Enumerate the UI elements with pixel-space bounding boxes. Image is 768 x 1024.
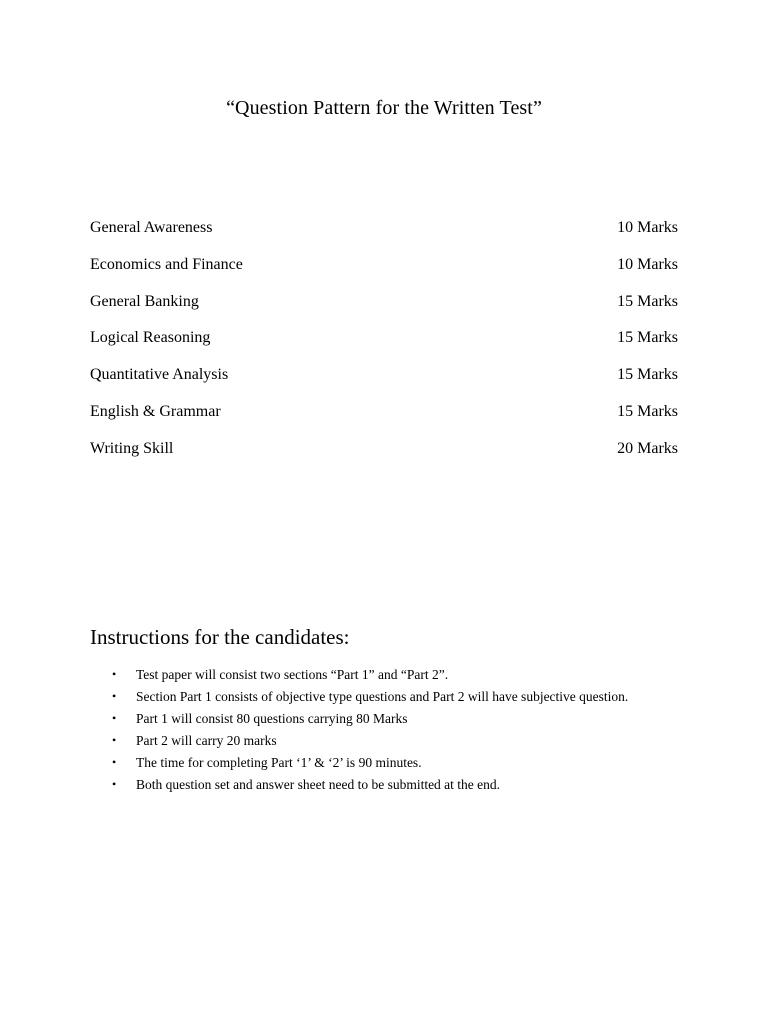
subject-marks: 20 Marks	[617, 439, 678, 457]
marks-row	[90, 288, 678, 325]
bullet-icon: •	[112, 777, 117, 791]
instruction-text: The time for completing Part ‘1’ & ‘2’ is 90 minutes.	[136, 755, 422, 770]
subject-name: English & Grammar	[90, 402, 221, 420]
list-item	[90, 774, 650, 795]
bullet-icon: •	[112, 711, 117, 725]
subject-marks: 10 Marks	[617, 255, 678, 273]
list-item	[90, 752, 650, 773]
subject-marks: 15 Marks	[617, 292, 678, 310]
subject-marks: 10 Marks	[617, 219, 678, 236]
list-item	[90, 686, 650, 707]
instruction-text: Part 2 will carry 20 marks	[136, 733, 277, 748]
list-item	[90, 708, 650, 729]
instruction-text: Both question set and answer sheet need to be submitted at the end.	[136, 777, 501, 792]
marks-row	[90, 361, 678, 398]
page-title: “Question Pattern for the Written Test”	[226, 97, 542, 119]
marks-table	[90, 214, 678, 472]
subject-name: Logical Reasoning	[90, 329, 211, 347]
instruction-text: Test paper will consist two sections “Part 1” and “Part 2”.	[136, 667, 449, 682]
instructions-heading: Instructions for the candidates:	[90, 625, 350, 649]
bullet-icon: •	[112, 689, 117, 703]
subject-marks: 15 Marks	[617, 402, 678, 420]
list-item	[90, 664, 650, 685]
marks-row	[90, 324, 678, 361]
subject-marks: 15 Marks	[617, 329, 678, 347]
marks-row	[90, 214, 678, 251]
subject-name: Writing Skill	[90, 439, 174, 457]
list-item	[90, 730, 650, 751]
subject-name: General Banking	[90, 292, 199, 310]
bullet-icon: •	[112, 733, 117, 747]
subject-marks: 15 Marks	[617, 366, 678, 384]
bullet-icon: •	[112, 755, 117, 769]
marks-row	[90, 251, 678, 288]
instruction-text: Section Part 1 consists of objective type questions and Part 2 will have subjective question.	[136, 689, 629, 704]
subject-name: Economics and Finance	[90, 255, 243, 273]
bullet-icon: •	[112, 667, 117, 681]
marks-row	[90, 435, 678, 472]
instructions-list	[90, 664, 650, 796]
instruction-text: Part 1 will consist 80 questions carrying 80 Marks	[136, 711, 408, 726]
subject-name: General Awareness	[90, 219, 213, 236]
subject-name: Quantitative Analysis	[90, 366, 229, 384]
marks-row	[90, 398, 678, 435]
